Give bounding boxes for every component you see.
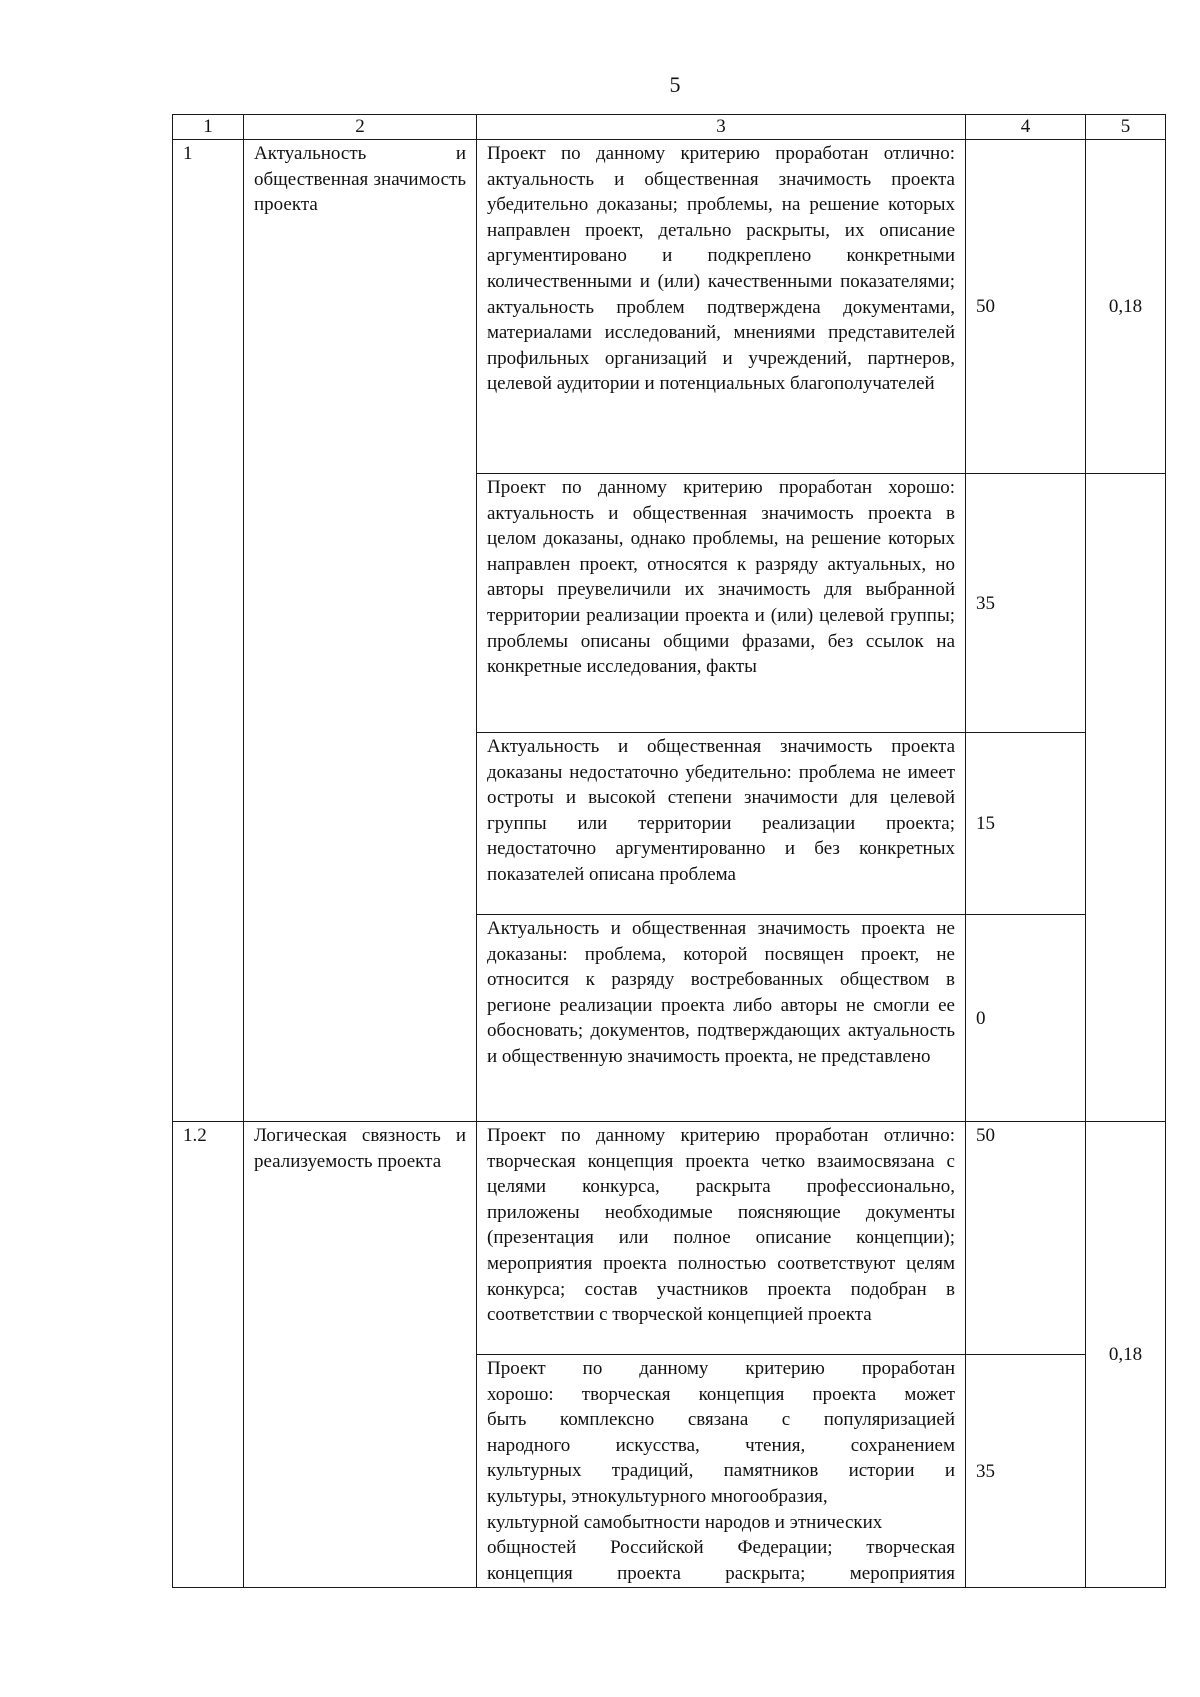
text-line: культурной самобытности народов и этнических [487,1511,883,1533]
criterion-number: 1.2 [173,1122,244,1588]
text-line: общностей Российской Федерации; творческая [487,1537,955,1559]
text-line: культурных традиций, памятников истории и [487,1460,955,1482]
criterion-name: Актуальность и общественная значимость проекта [244,140,477,1122]
text-line: Проект по данному критерию проработан [487,1358,955,1379]
table-header-row [173,115,1166,140]
level-description: Проект по данному критерию проработан хорошо: актуальность и общественная значимость проекта в целом доказаны, однако проблемы, на решение которых направлен проект, относятся к разряду актуальных, но авторы преувеличили их значимость для выбранной территории реализации проекта и (или) целевой группы; проблемы описаны общими фразами, без ссылок на конкретные исследования, факты [477,474,966,733]
page-number: 5 [669,72,681,97]
text-line: концепция проекта раскрыта; мероприятия [487,1562,955,1584]
header-cell: 5 [1086,115,1166,140]
header-cell: 4 [966,115,1086,140]
level-description: Проект по данному критерию проработан отлично: творческая концепция проекта четко взаимосвязана с целями конкурса, раскрыта профессионально, приложены необходимые поясняющие документы (презентация или полное описание концепции); мероприятия проекта полностью соответствуют целям конкурса; состав участников проекта подобран в соответствии с творческой концепцией проекта [477,1122,966,1355]
text-line: хорошо: творческая концепция проекта может [487,1383,955,1405]
text-line: быть комплексно связана с популяризацией [487,1409,955,1431]
text-line: народного искусства, чтения, сохранением [487,1434,955,1456]
header-cell: 1 [173,115,244,140]
weight-cell-empty [1086,474,1166,1122]
table-row [173,140,1166,474]
criterion-number: 1 [173,140,244,1122]
level-description [477,1355,966,1588]
level-description: Актуальность и общественная значимость проекта не доказаны: проблема, которой посвящен проект, не относится к разряду востребованных обществом в регионе реализации проекта либо авторы не смогли ее обосновать; документов, подтверждающих актуальность и общественную значимость проекта, не представлено [477,915,966,1122]
criterion-weight: 0,18 [1086,1122,1166,1588]
level-description: Актуальность и общественная значимость проекта доказаны недостаточно убедительно: проблема не имеет остроты и высокой степени значимости для целевой группы или территории реализации проекта; недостаточно аргументированно и без конкретных показателей описана проблема [477,733,966,915]
level-description: Проект по данному критерию проработан отлично: актуальность и общественная значимость проекта убедительно доказаны; проблемы, на решение которых направлен проект, детально раскрыты, их описание аргументировано и подкреплено конкретными количественными и (или) качественными показателями; актуальность проблем подтверждена документами, материалами исследований, мнениями представителей профильных организаций и учреждений, партнеров, целевой аудитории и потенциальных благополучателей [477,140,966,474]
header-cell: 3 [477,115,966,140]
level-score: 0 [966,915,1086,1122]
criterion-name: Логическая связность и реализуемость проекта [244,1122,477,1588]
criteria-table [172,114,1166,1588]
criterion-weight: 0,18 [1086,140,1166,474]
level-score: 50 [966,140,1086,474]
header-cell: 2 [244,115,477,140]
level-score: 35 [966,1355,1086,1588]
table-row [173,1122,1166,1355]
level-score: 50 [966,1122,1086,1355]
text-line: культуры, этнокультурного многообразия, [487,1485,828,1507]
level-score: 35 [966,474,1086,733]
level-score: 15 [966,733,1086,915]
